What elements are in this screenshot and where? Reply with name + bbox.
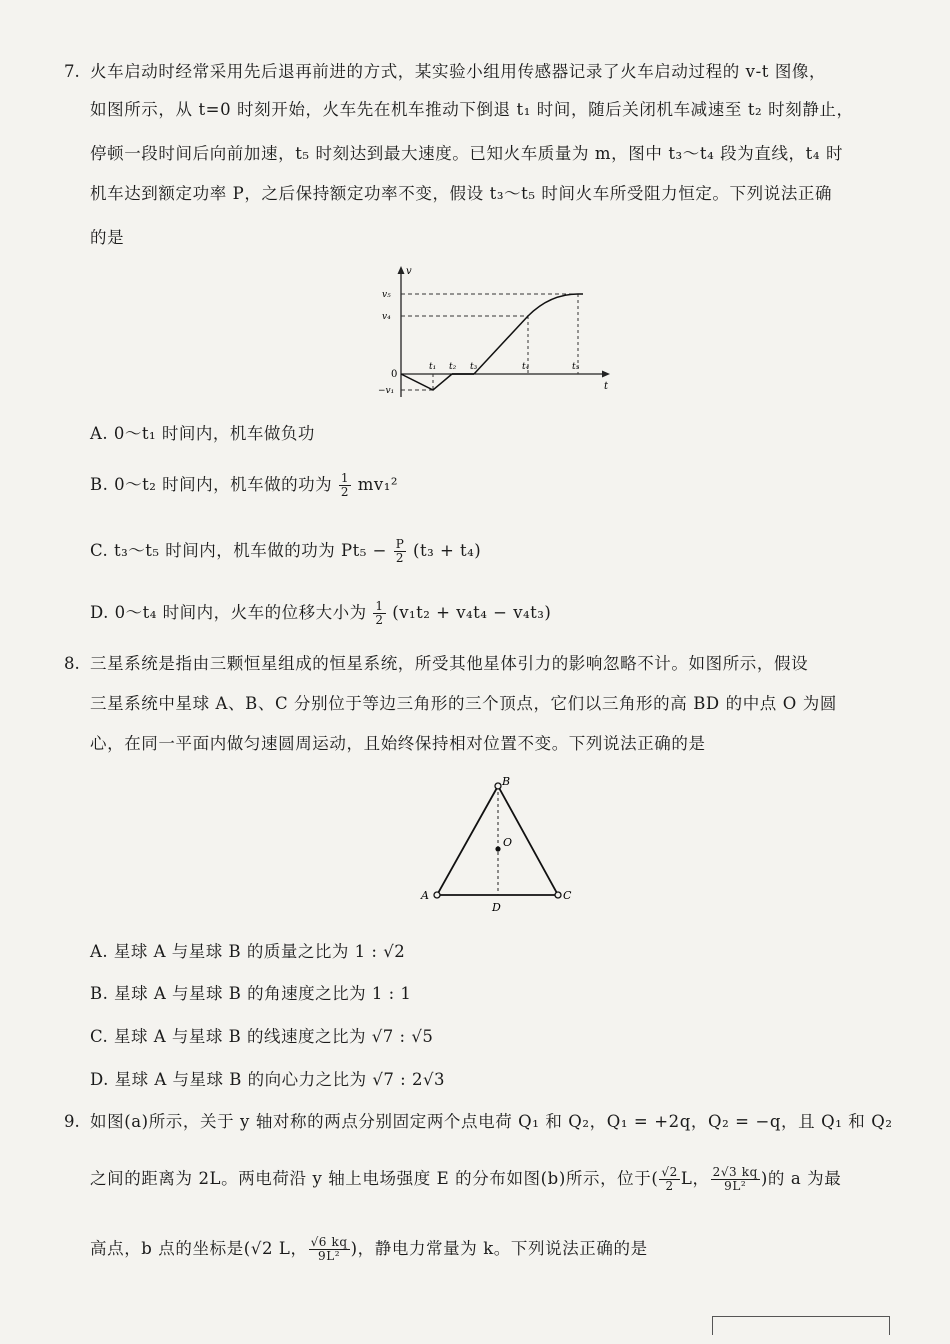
q7-option-b-text: B. 0～t₂ 时间内，机车做的功为 [90,475,333,494]
vt-negv1-label: −v₁ [378,386,395,396]
q9-f3-den: 9L² [317,1249,341,1263]
label-c: C [563,889,572,902]
q7-option-d [90,600,551,627]
label-o: O [503,836,513,849]
q7-line-2: 如图所示，从 t=0 时刻开始，火车先在机车推动下倒退 t₁ 时间，随后关闭机车减速至 t₂ 时刻静止， [90,100,854,119]
q9-f1-den: 2 [665,1179,674,1193]
q8-number: 8. [64,654,80,673]
q9-line-2-frac-1 [659,1166,679,1193]
q7-option-d-text: D. 0～t₄ 时间内，火车的位移大小为 [90,603,367,622]
q8-line-1: 三星系统是指由三颗恒星组成的恒星系统，所受其他星体引力的影响忽略不计。如图所示，假设 [90,654,809,673]
q7-line-3: 停顿一段时间后向前加速，t₅ 时刻达到最大速度。已知火车质量为 m，图中 t₃～t₄ 段为直线，t₄ 时 [90,144,844,163]
q9-line-3 [90,1236,905,1263]
q7-option-b-expr: mv₁² [357,475,398,494]
q7-option-d-fraction [373,600,385,627]
vt-curve-power [528,294,583,316]
q7-line-5: 的是 [90,228,125,247]
q7-option-c [90,538,481,565]
q7-vt-graph [378,262,618,402]
vt-t3-label: t₃ [470,362,478,372]
star-a [434,892,440,898]
label-a: A [421,889,429,902]
vt-curve-backward [401,374,452,390]
q7-d-frac-den: 2 [375,613,384,627]
vt-curve-linear [474,316,528,374]
vt-x-arrow [602,371,610,378]
label-b: B [502,775,511,788]
q9-f2-den: 9L² [724,1179,747,1193]
q7-option-c-text: C. t₃～t₅ 时间内，机车做的功为 Pt₅ − [90,541,387,560]
label-d: D [492,901,501,914]
vt-t-label: t [604,381,609,392]
q8-option-b: B. 星球 A 与星球 B 的角速度之比为 1 : 1 [90,984,412,1003]
vt-t4-label: t₄ [522,362,530,372]
q7-c-frac-num: P [395,537,405,551]
q7-line-1: 火车启动时经常采用先后退再前进的方式，某实验小组用传感器记录了火车启动过程的 v-t 图像， [90,62,827,81]
q7-number: 7. [64,62,80,81]
footer-box [712,1316,890,1335]
vt-y-arrow [398,266,405,274]
star-c [555,892,561,898]
center-o [495,846,500,851]
q8-line-3: 心，在同一平面内做匀速圆周运动，且始终保持相对位置不变。下列说法正确的是 [90,734,706,753]
q8-option-c: C. 星球 A 与星球 B 的线速度之比为 √7 : √5 [90,1027,434,1046]
q7-b-frac-den: 2 [340,485,349,499]
q9-line-2-frac-2 [711,1166,760,1193]
q9-line-3-frac [309,1236,350,1263]
q9-f3-num: √6 kq [310,1235,348,1249]
q7-option-c-expr: (t₃ + t₄) [413,541,482,560]
vt-t5-label: t₅ [572,362,580,372]
q9-line-1: 如图(a)所示，关于 y 轴对称的两点分别固定两个点电荷 Q₁ 和 Q₂，Q₁ = +2q，Q₂ = −q，且 Q₁ 和 Q₂ [90,1112,893,1131]
q9-line-2-post: )的 a 为最 [760,1169,842,1188]
q7-b-frac-num: 1 [340,471,349,485]
vt-v5-label: v₅ [382,290,391,300]
vt-t2-label: t₂ [449,362,457,372]
q9-f2-num: 2√3 kq [712,1165,758,1179]
vt-v-label: v [406,266,412,277]
q9-line-3-text: 高点，b 点的坐标是(√2 L， [90,1239,308,1258]
q7-option-d-expr: (v₁t₂ + v₄t₄ − v₄t₃) [392,603,552,622]
q9-line-2-mid: L， [680,1169,710,1188]
q8-triangle-figure [410,772,590,914]
q7-option-b [90,472,398,499]
q7-line-4: 机车达到额定功率 P，之后保持额定功率不变，假设 t₃～t₅ 时间火车所受阻力恒定。下列说法正确 [90,184,833,203]
q7-option-b-fraction [339,472,351,499]
vt-origin-label: 0 [391,369,398,380]
q9-line-2 [90,1166,905,1193]
q7-c-frac-den: 2 [395,551,405,565]
q9-line-3-post: )，静电力常量为 k。下列说法正确的是 [350,1239,648,1258]
q8-option-a: A. 星球 A 与星球 B 的质量之比为 1 : √2 [90,942,406,961]
q7-option-a: A. 0～t₁ 时间内，机车做负功 [90,424,315,443]
vt-t1-label: t₁ [429,362,437,372]
star-b [495,783,501,789]
q7-d-frac-num: 1 [375,599,384,613]
q9-f1-num: √2 [661,1165,678,1179]
q8-line-2: 三星系统中星球 A、B、C 分别位于等边三角形的三个顶点，它们以三角形的高 BD 的中点 O 为圆 [90,694,837,713]
q9-number: 9. [64,1112,80,1131]
q9-line-2-text: 之间的距离为 2L。两电荷沿 y 轴上电场强度 E 的分布如图(b)所示，位于( [90,1169,659,1188]
q7-option-c-fraction [394,538,407,565]
q8-option-d: D. 星球 A 与星球 B 的向心力之比为 √7 : 2√3 [90,1070,445,1089]
vt-v4-label: v₄ [382,312,391,322]
